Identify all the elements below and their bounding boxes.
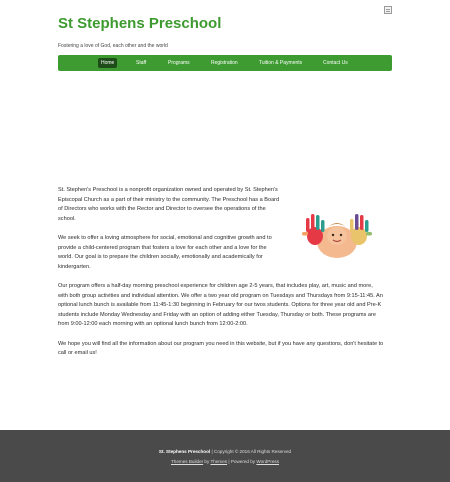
footer-themes-link[interactable]: Themes <box>210 459 228 464</box>
site-tagline: Fostering a love of God, each other and the world <box>58 43 168 49</box>
closing-paragraph: We hope you will find all the information about our program you need in this website, but if you have any questions, don't hesitate to call or email us! <box>58 340 384 357</box>
footer-copyright-text: | Copyright © 2016 All Rights Reserved <box>210 449 292 454</box>
nav-item-contact-us[interactable]: Contact Us <box>323 60 348 66</box>
menu-icon[interactable] <box>384 6 392 14</box>
mission-paragraph: We seek to offer a loving atmosphere for social, emotional and cognitive growth and to provide a child-centered program that fosters a love for each other and a love for the world. Our goal is to prepare the children socially, emotionally and academically for kindergarten. <box>58 234 272 270</box>
footer-copyright <box>0 449 450 454</box>
intro-paragraph: St. Stephen's Preschool is a nonprofit organization owned and operated by St. Stephen's Episcopal Church as a part of their ministry to the community. The Preschool has a Board of Directors who works with the Rector and Director to oversee the operations of the school. <box>58 187 280 222</box>
footer-powered-text: | Powered by <box>227 459 257 464</box>
site-title[interactable]: St Stephens Preschool <box>58 15 222 32</box>
site-footer <box>0 430 450 482</box>
footer-by-text: by <box>203 459 211 464</box>
nav-item-staff[interactable]: Staff <box>136 60 147 66</box>
nav-item-tuition-payments[interactable]: Tuition & Payments <box>259 60 303 66</box>
nav-item-registration[interactable]: Registration <box>211 60 238 66</box>
footer-themes-builder-link[interactable]: Themes Builder <box>170 459 204 464</box>
nav-item-home[interactable]: Home <box>98 58 117 68</box>
program-paragraph: Our program offers a half-day morning preschool experience for children age 2-5 years, that includes play, art, music and more, with both group activities and individual attention. We offer a two year old program on Tuesdays and Thursdays from 9:15-11:45. An optional lunch bunch is available from 11:45-1:30 beginning in February for our twos students. Options for three year old and Pre-K students include Monday Wednesday and Friday with an option of adding either Tuesday, Thursday or both. These programs are from 9:00-12:00 each morning with an optional lunch bunch from 12:00-2:00. <box>58 282 383 328</box>
main-navigation <box>58 55 392 71</box>
nav-item-programs[interactable]: Programs <box>168 60 190 66</box>
child-painted-hands-image <box>297 202 375 258</box>
footer-wordpress-link[interactable]: WordPress <box>256 459 280 464</box>
footer-credits <box>0 459 450 464</box>
footer-site-name[interactable]: St. Stephens Preschool <box>158 449 211 454</box>
